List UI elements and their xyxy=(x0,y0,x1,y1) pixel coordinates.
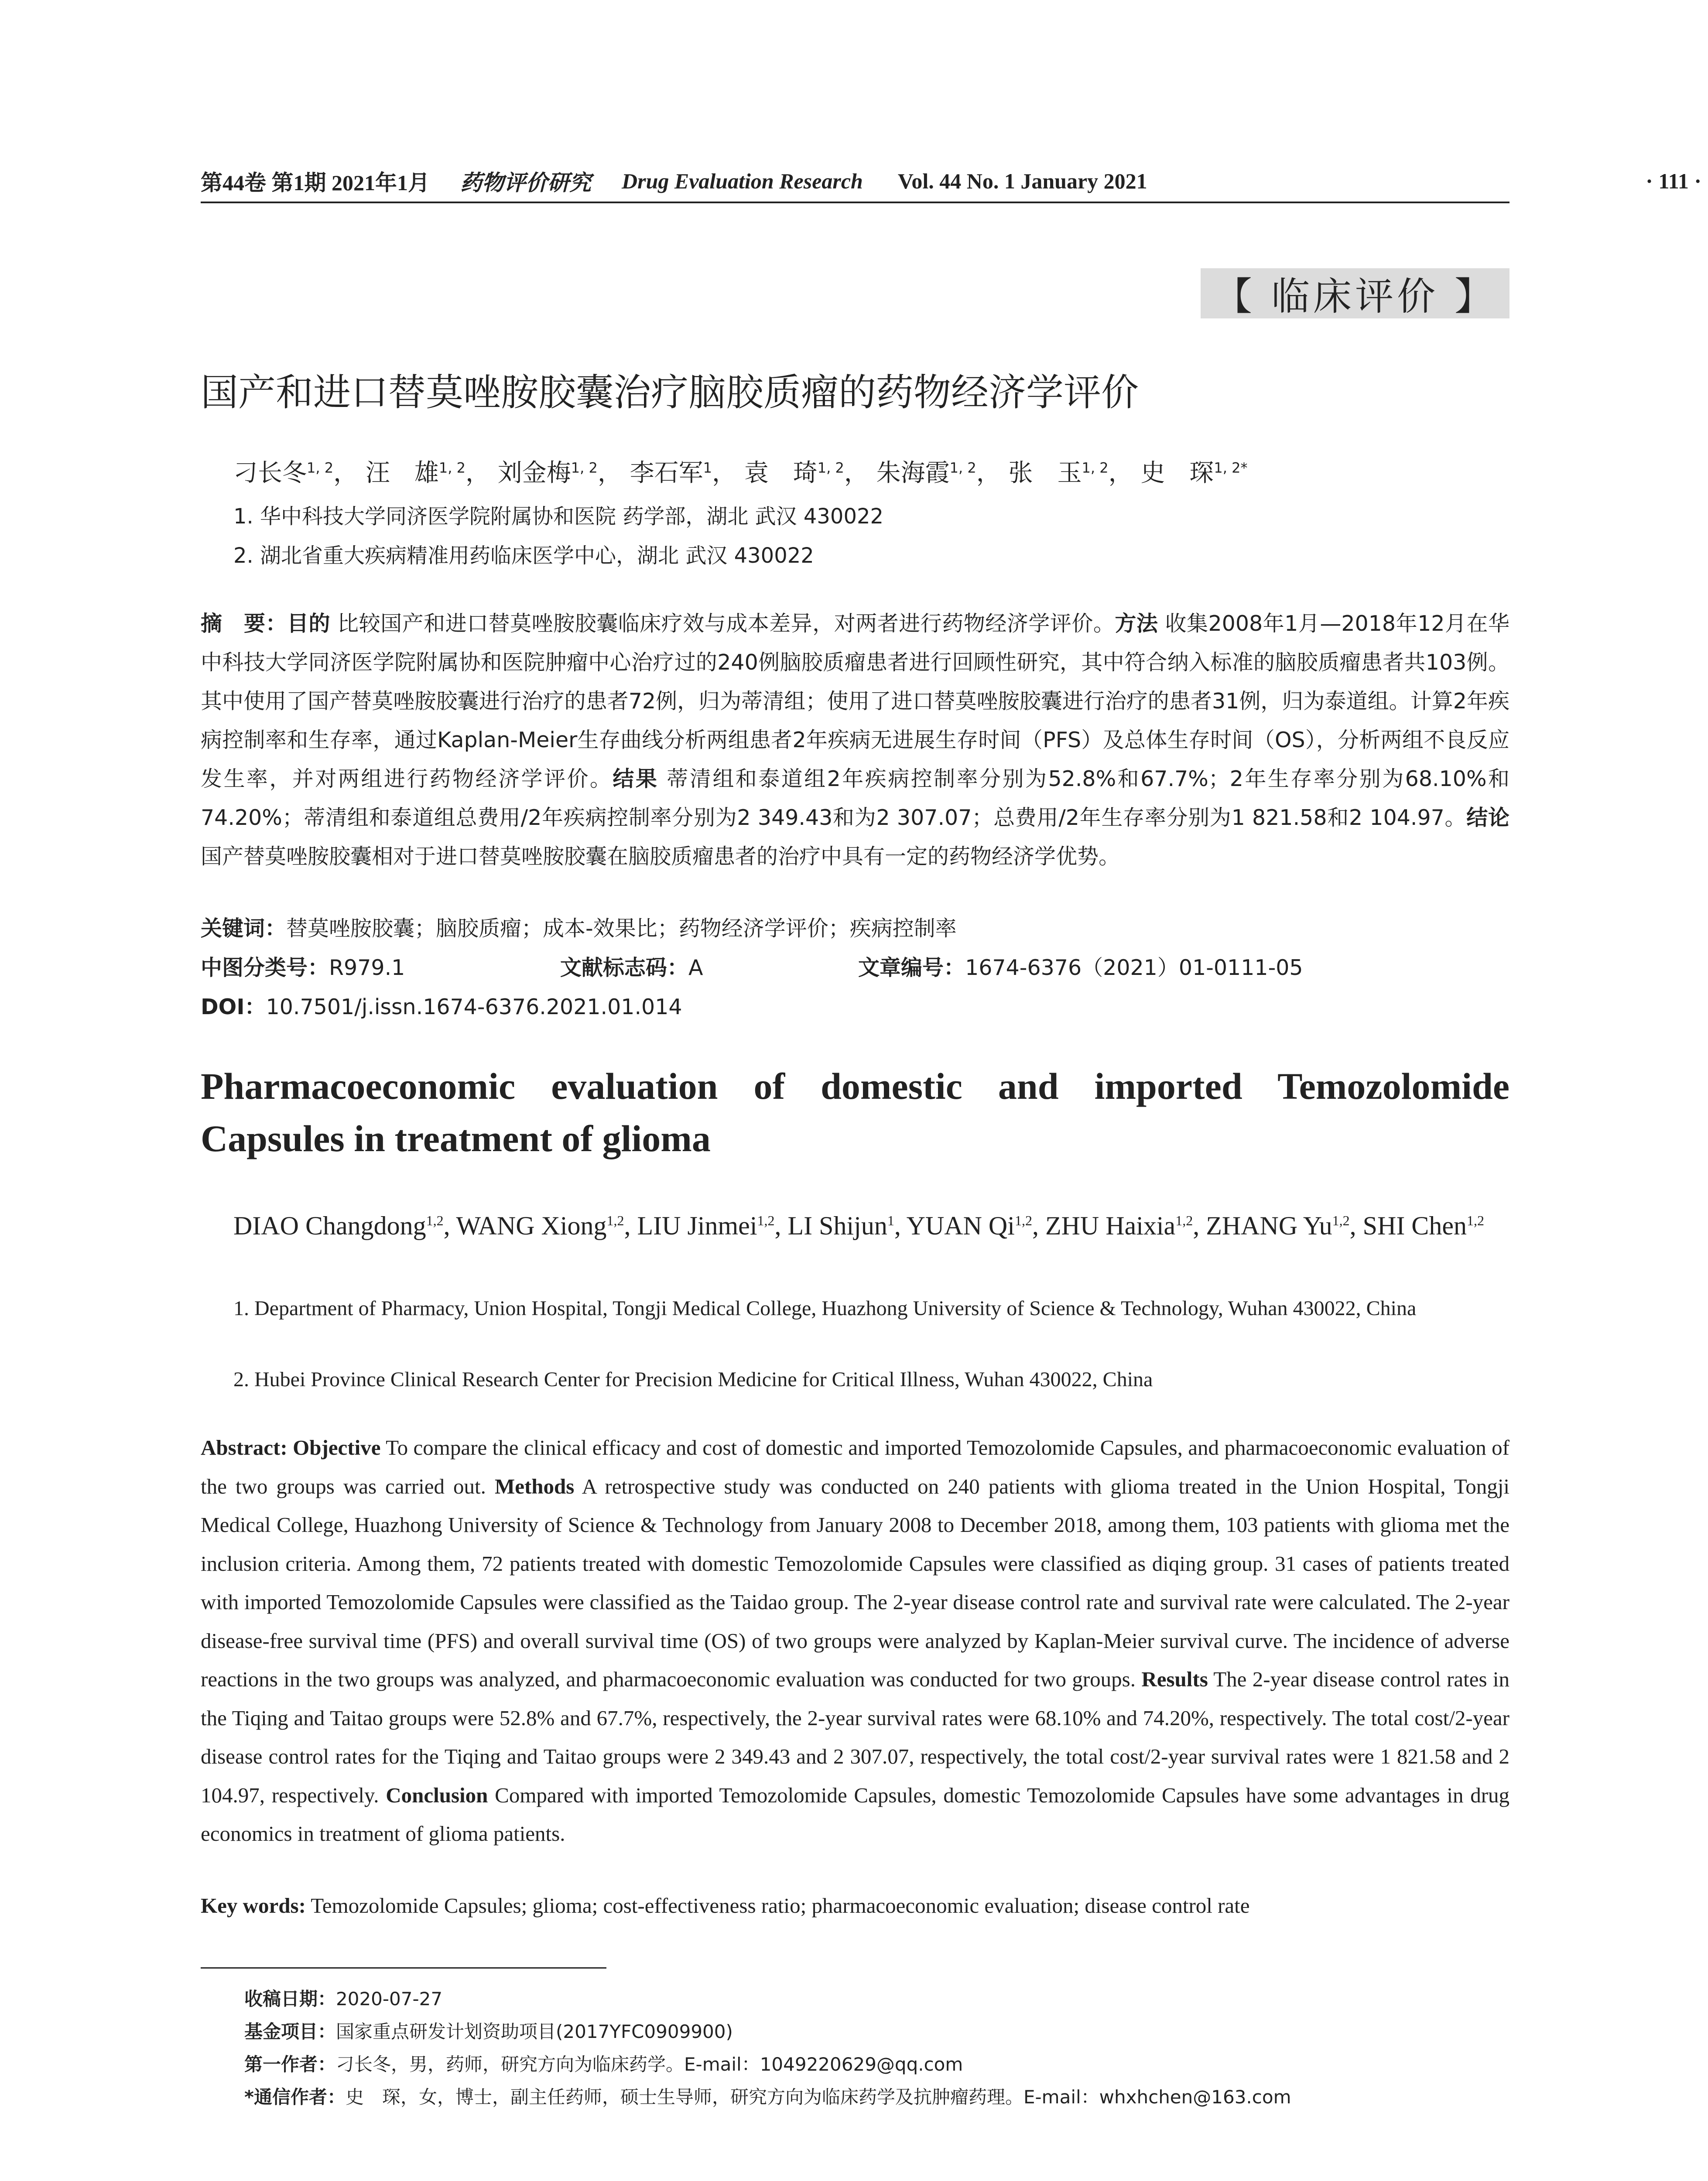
cn-author-affil: 1 xyxy=(703,459,712,476)
cn-author-affil: 1, 2 xyxy=(307,459,334,476)
en-title-line: Capsules in treatment of glioma xyxy=(201,1118,711,1159)
footnote-received xyxy=(244,1985,442,2011)
cn-author-affil: 1, 2 xyxy=(949,459,976,476)
cn-author-affil: 1, 2 xyxy=(438,459,466,476)
en-affiliation: 2. Hubei Province Clinical Research Center for Precision Medicine for Critical Illness, Wuhan 430022, China xyxy=(233,1368,1153,1391)
footnote-label: 收稿日期： xyxy=(244,1988,336,2010)
cn-methods-text: 收集2008年1月—2018年12月在华中科技大学同济医学院附属协和医院肿瘤中心治疗过的240例脑胶质瘤患者进行回顾性研究，其中符合纳入标准的脑胶质瘤患者共103例。其中使用了国产替莫唑胺胶囊进行治疗的患者72例，归为蒂清组；使用了进口替莫唑胺胶囊进行治疗的患者31例，归为泰道组。计算2年疾病控制率和生存率，通过Kaplan-Meier生存曲线分析两组患者2年疾病无进展生存时间（PFS）及总体生存时间（OS），分析两组不良反应发生率，并对两组进行药物经济学评价。 xyxy=(201,611,1509,791)
cn-affiliation: 2. 湖北省重大疾病精准用药临床医学中心，湖北 武汉 430022 xyxy=(233,544,814,568)
footnote-text[interactable]: 史 琛，女，博士，副主任药师，硕士生导师，研究方向为临床药学及抗肿瘤药理。E-mail：whxhchen@163.com xyxy=(345,2086,1291,2108)
en-author-affil: 1,2 xyxy=(757,1213,775,1228)
footnote-text[interactable]: 刁长冬，男，药师，研究方向为临床药学。E-mail：1049220629@qq.com xyxy=(336,2054,963,2075)
footnote-label: *通信作者： xyxy=(244,2086,346,2108)
en-author-affil: 1,2 xyxy=(1466,1213,1484,1228)
article-no-label: 文章编号： xyxy=(858,955,965,980)
doi-link[interactable]: 10.7501/j.issn.1674-6376.2021.01.014 xyxy=(266,995,682,1019)
cn-objective-text: 比较国产和进口替莫唑胺胶囊临床疗效与成本差异，对两者进行药物经济学评价。 xyxy=(330,611,1115,636)
doc-code-label: 文献标志码： xyxy=(560,955,688,980)
cn-title: 国产和进口替莫唑胺胶囊治疗脑胶质瘤的药物经济学评价 xyxy=(201,371,1139,414)
en-keywords xyxy=(201,1893,1250,1918)
en-title-line: Pharmacoeconomic evaluation of domestic and imported Temozolomide xyxy=(201,1065,1509,1107)
footnote-first-author xyxy=(244,2050,963,2076)
cn-author: 张 玉 xyxy=(1008,459,1082,487)
footnote-label: 基金项目： xyxy=(244,2021,336,2042)
en-author: ZHANG Yu xyxy=(1206,1211,1332,1240)
en-author-list: DIAO Changdong$^{1,2}$, WANG Xiong$^{1,2}$, LIU Jinmei$^{1,2}$, LI Shijun$^1$, YUAN Qi$^{1,2}$, ZHU Haixia$^{1,2}$, ZHANG Yu$^{1,2}$, SHI Chen$^{1,2}$ xyxy=(233,1211,1484,1240)
en-abstract-label: Abstract: xyxy=(201,1436,288,1460)
cn-author: 李石军 xyxy=(630,459,703,487)
journal-logo: 药物评价研究 xyxy=(460,170,591,195)
footnote-text: 2020-07-27 xyxy=(336,1988,443,2010)
clc-label: 中图分类号： xyxy=(201,955,329,980)
footnote-label: 第一作者： xyxy=(244,2054,336,2075)
page-number: · 111 · xyxy=(1646,169,1701,193)
en-abstract xyxy=(201,1429,1509,1853)
cn-author: 袁 琦 xyxy=(744,459,818,487)
footnote-corresponding-author xyxy=(244,2083,1291,2109)
cn-abstract-label: 摘 要： xyxy=(201,611,288,636)
cn-results-text: 蒂清组和泰道组2年疾病控制率分别为52.8%和67.7%；2年生存率分别为68.10%和74.20%；蒂清组和泰道组总费用/2年疾病控制率分别为2 349.43和为2 307.07；总费用/2年生存率分别为1 821.58和2 104.97。 xyxy=(201,766,1509,830)
header-issue-cn: 第44卷 第1期 2021年1月 xyxy=(201,171,430,195)
cn-author-affil: 1, 2 xyxy=(571,459,598,476)
en-author-affil: 1,2 xyxy=(426,1213,444,1228)
clc-value: R979.1 xyxy=(329,955,405,980)
running-header xyxy=(201,166,1701,196)
cn-author-affil: 1, 2* xyxy=(1214,459,1248,476)
cn-author: 刘金梅 xyxy=(497,459,571,487)
en-title xyxy=(201,1060,1509,1165)
footnote-text: 国家重点研发计划资助项目(2017YFC0909900) xyxy=(336,2021,733,2042)
en-author-affil: 1,2 xyxy=(1175,1213,1193,1228)
footnote-rule xyxy=(201,1967,606,1969)
en-keywords-text: Temozolomide Capsules; glioma; cost-effectiveness ratio; pharmacoeconomic evaluation; disease control rate xyxy=(305,1894,1250,1918)
cn-conclusion-label: 结论 xyxy=(1466,805,1509,830)
en-author-affil: 1,2 xyxy=(1332,1213,1350,1228)
en-conclusion-label: Conclusion xyxy=(386,1783,488,1807)
en-results-text: The 2-year disease control rates in the Tiqing and Taitao groups were 52.8% and 67.7%, respectively, the 2-year survival rates were 68.10% and 74.20%, respectively. The total cost/2-year disease control rates for the Tiqing and Taitao groups were 2 349.43 and 2 307.07, respectively, the total cost/2-year survival rates were 1 821.58 and 2 104.97, respectively. xyxy=(201,1667,1510,1807)
en-author: DIAO Changdong xyxy=(233,1211,426,1240)
cn-author: 刁长冬 xyxy=(233,459,307,487)
en-keywords-label: Key words: xyxy=(201,1894,306,1918)
en-conclusion-text: Compared with imported Temozolomide Capsules, domestic Temozolomide Capsules have some advantages in drug economics in treatment of glioma patients. xyxy=(201,1783,1510,1846)
en-author: YUAN Qi xyxy=(906,1211,1015,1240)
cn-keywords-text: 替莫唑胺胶囊；脑胶质瘤；成本-效果比；药物经济学评价；疾病控制率 xyxy=(286,916,957,941)
en-author: LI Shijun xyxy=(787,1211,887,1240)
cn-author-affil: 1, 2 xyxy=(1082,459,1109,476)
doc-code-value: A xyxy=(688,955,703,980)
article-no-value: 1674-6376（2021）01-0111-05 xyxy=(965,955,1303,980)
cn-abstract xyxy=(201,604,1509,876)
header-volume: Vol. 44 No. 1 January 2021 xyxy=(897,169,1147,193)
en-objective-text: To compare the clinical efficacy and cost of domestic and imported Temozolomide Capsules, and pharmacoeconomic evaluation of the two groups was carried out. xyxy=(201,1436,1509,1498)
cn-author: 朱海霞 xyxy=(876,459,950,487)
cn-results-label: 结果 xyxy=(613,766,659,791)
cn-keywords xyxy=(201,912,957,942)
en-author: WANG Xiong xyxy=(456,1211,607,1240)
cn-methods-label: 方法 xyxy=(1115,611,1158,636)
cn-author: 汪 雄 xyxy=(365,459,439,487)
cn-author-affil: 1, 2 xyxy=(817,459,844,476)
doi-label: DOI： xyxy=(201,995,266,1019)
cn-keywords-label: 关键词： xyxy=(201,916,287,941)
en-author: SHI Chen xyxy=(1362,1211,1467,1240)
en-author: LIU Jinmei xyxy=(637,1211,757,1240)
cn-objective-label: 目的 xyxy=(287,611,331,636)
header-journal-en: Drug Evaluation Research xyxy=(622,169,863,193)
cn-affiliation: 1. 华中科技大学同济医学院附属协和医院 药学部，湖北 武汉 430022 xyxy=(233,504,884,529)
cn-author-list: 刁长冬$^{1, 2}$， 汪 雄$^{1, 2}$， 刘金梅$^{1, 2}$， 李石军$^1$， 袁 琦$^{1, 2}$， 朱海霞$^{1, 2}$， 张 玉$^{1, 2}$， 史 琛$^{1, 2*}$ xyxy=(233,459,1248,487)
en-objective-label: Objective xyxy=(293,1436,381,1460)
en-methods-label: Methods xyxy=(494,1474,575,1498)
doi-line xyxy=(201,990,682,1021)
en-author-affil: 1 xyxy=(887,1213,894,1228)
en-methods-text: A retrospective study was conducted on 240 patients with glioma treated in the Union Hospital, Tongji Medical College, Huazhong University of Science & Technology from January 2008 to December 2018, among them, 103 patients with glioma met the inclusion criteria. Among them, 72 patients treated with domestic Temozolomide Capsules were classified as diqing group. 31 cases of patients treated with imported Temozolomide Capsules were classified as the Taidao group. The 2-year disease control rate and survival rate were calculated. The 2-year disease-free survival time (PFS) and overall survival time (OS) of two groups were analyzed by Kaplan-Meier survival curve. The incidence of adverse reactions in the two groups was analyzed, and pharmacoeconomic evaluation was conducted for two groups. xyxy=(201,1474,1510,1691)
footnote-funding xyxy=(244,2017,733,2044)
cn-author: 史 琛 xyxy=(1140,459,1214,487)
en-author-affil: 1,2 xyxy=(606,1213,624,1228)
header-rule xyxy=(201,202,1509,203)
classification-line xyxy=(201,951,1451,981)
en-results-label: Results xyxy=(1141,1667,1208,1691)
en-author: ZHU Haixia xyxy=(1045,1211,1176,1240)
section-tag: 【 临床评价 】 xyxy=(1201,268,1509,318)
en-author-affil: 1,2 xyxy=(1014,1213,1032,1228)
en-affiliation: 1. Department of Pharmacy, Union Hospital, Tongji Medical College, Huazhong University of Science & Technology, Wuhan 430022, China xyxy=(233,1297,1417,1320)
cn-conclusion-text: 国产替莫唑胺胶囊相对于进口替莫唑胺胶囊在脑胶质瘤患者的治疗中具有一定的药物经济学优势。 xyxy=(201,844,1120,869)
